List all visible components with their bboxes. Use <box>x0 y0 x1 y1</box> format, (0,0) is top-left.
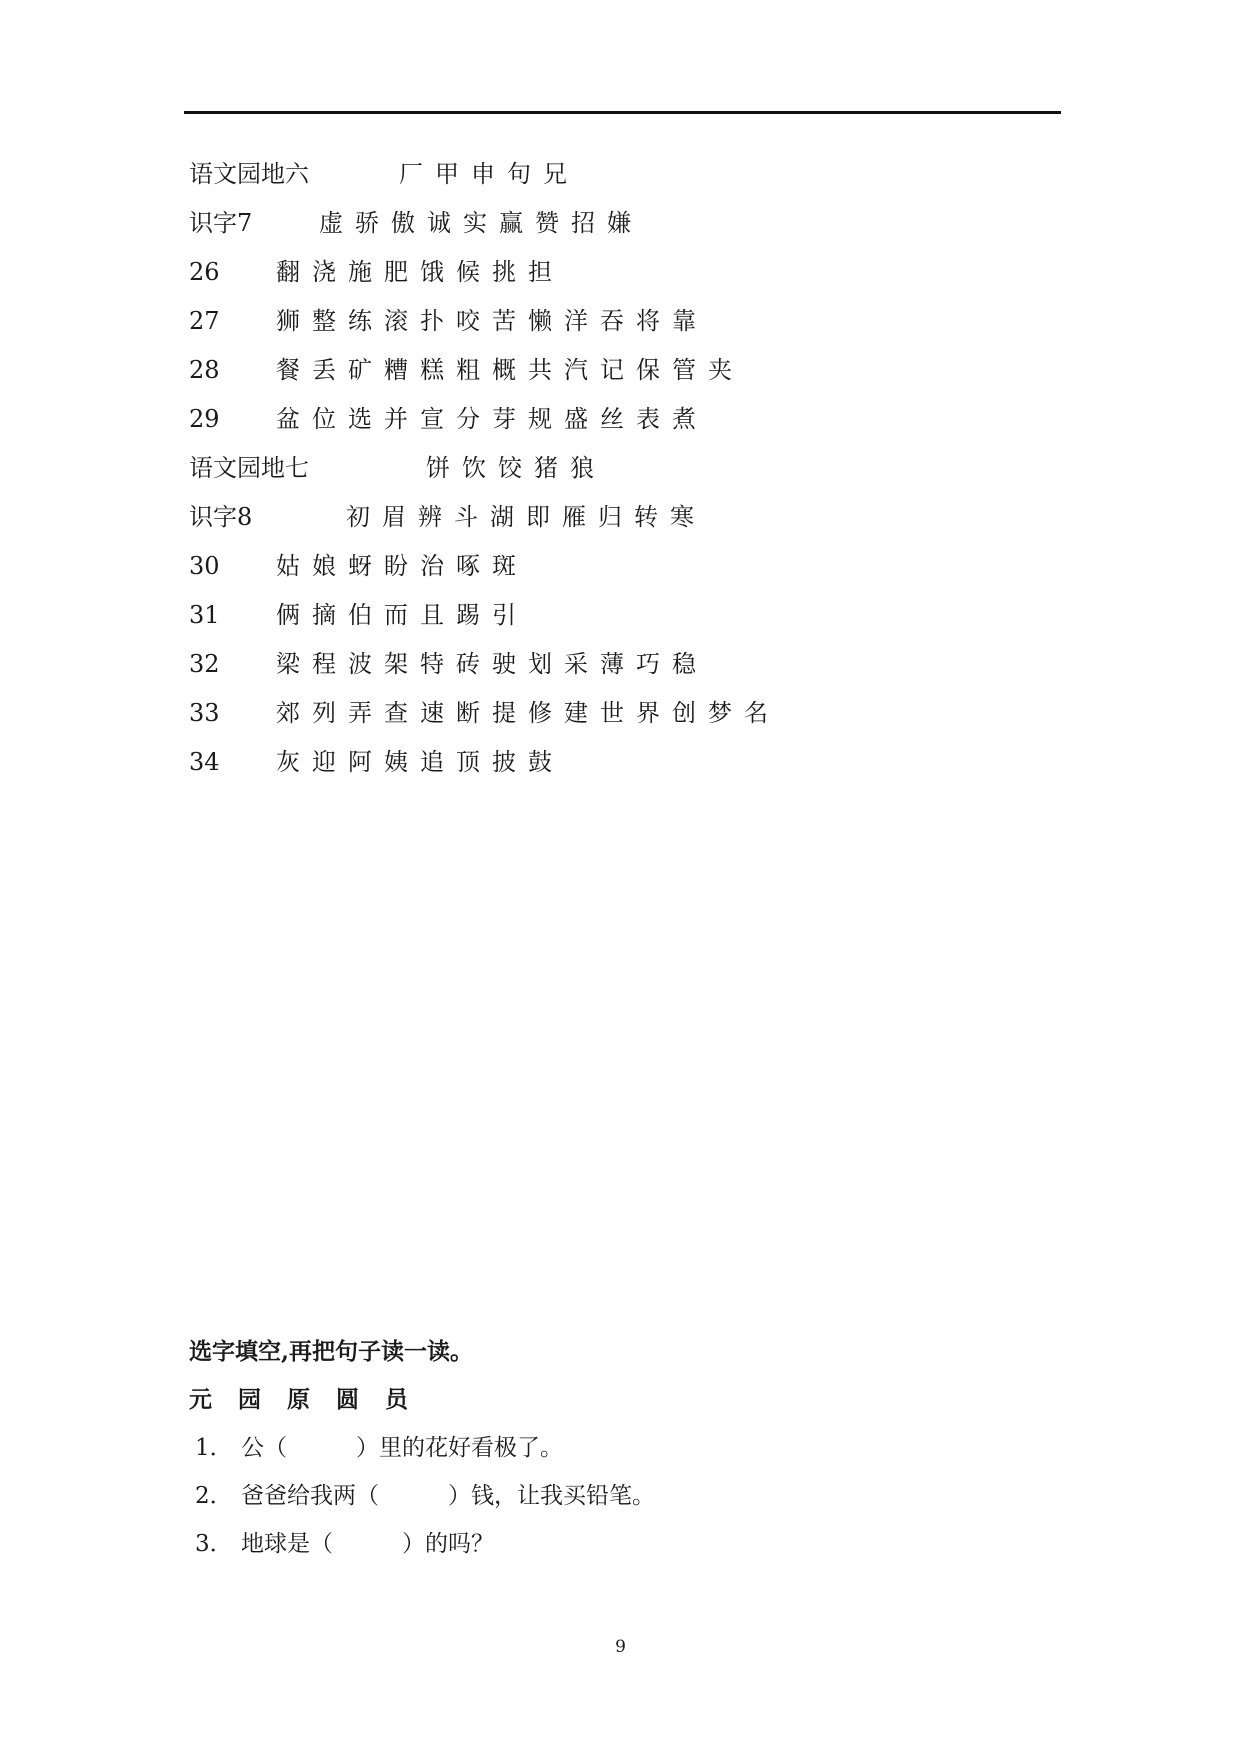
option-char: 员 <box>385 1386 408 1413</box>
lesson-label: 语文园地七 <box>189 454 309 482</box>
page-number: 9 <box>615 1637 626 1657</box>
option-char: 园 <box>238 1386 261 1413</box>
lesson-label: 识字7 <box>189 209 253 237</box>
lesson-chars: 盆位选并宣分芽规盛丝表煮 <box>276 405 708 433</box>
option-char: 原 <box>287 1386 310 1413</box>
option-char: 圆 <box>336 1386 359 1413</box>
exercise-instruction: 选字填空,再把句子读一读。 <box>189 1338 474 1365</box>
exercise-question <box>195 1478 655 1514</box>
lesson-chars: 初眉辨斗湖即雁归转寒 <box>346 503 706 531</box>
lesson-chars: 梁程波架特砖驶划采薄巧稳 <box>276 650 708 678</box>
lesson-label: 27 <box>189 307 220 335</box>
lesson-chars: 餐丢矿糟糕粗概共汽记保管夹 <box>276 356 744 384</box>
question-number: 3． <box>195 1531 233 1557</box>
question-text: 爸爸给我两（ ）钱，让我买铅笔。 <box>241 1483 655 1509</box>
exercise-options <box>189 1382 434 1418</box>
lesson-label: 语文园地六 <box>189 160 309 188</box>
lesson-chars: 翻浇施肥饿候挑担 <box>276 258 564 286</box>
lesson-chars: 狮整练滚扑咬苦懒洋吞将靠 <box>276 307 708 335</box>
question-number: 2． <box>195 1483 233 1509</box>
lesson-label: 34 <box>189 748 220 776</box>
lesson-label: 28 <box>189 356 220 384</box>
exercise-question <box>195 1526 494 1562</box>
option-char: 元 <box>189 1386 212 1413</box>
lesson-label: 33 <box>189 699 220 727</box>
header-rule <box>184 111 1061 114</box>
exercise-question <box>195 1430 563 1466</box>
lesson-chars: 虚骄傲诚实赢赞招嫌 <box>319 209 643 237</box>
lesson-label: 识字8 <box>189 503 253 531</box>
lesson-label: 30 <box>189 552 220 580</box>
lesson-chars: 厂甲申句兄 <box>399 160 579 188</box>
question-number: 1． <box>195 1435 233 1461</box>
lesson-chars: 饼饮饺猪狼 <box>426 454 606 482</box>
lesson-chars: 俩摘伯而且踢引 <box>276 601 528 629</box>
lesson-chars: 郊列弄查速断提修建世界创梦名 <box>276 699 780 727</box>
lesson-chars: 灰迎阿姨追顶披鼓 <box>276 748 564 776</box>
lesson-label: 31 <box>189 601 220 629</box>
lesson-label: 29 <box>189 405 220 433</box>
lesson-label: 32 <box>189 650 220 678</box>
lesson-label: 26 <box>189 258 220 286</box>
question-text: 地球是（ ）的吗？ <box>241 1531 494 1557</box>
lesson-chars: 姑娘蚜盼治啄斑 <box>276 552 528 580</box>
question-text: 公（ ）里的花好看极了。 <box>241 1435 563 1461</box>
